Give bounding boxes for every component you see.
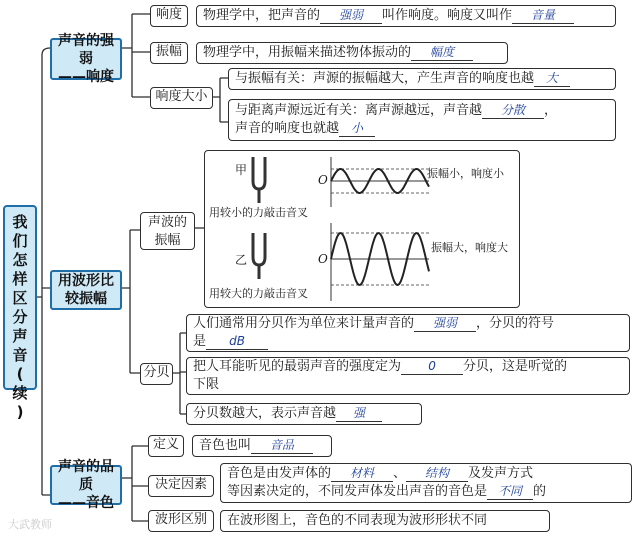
loudness-amplitude-relation	[228, 68, 616, 90]
watermark: 大武教师	[8, 518, 52, 531]
timbre-waveform-label: 波形区别	[148, 510, 214, 532]
text: 下限	[193, 377, 220, 392]
text: 音色也叫	[199, 438, 252, 453]
root-title-char: 分	[12, 308, 28, 326]
text: 分贝数越大，表示声音越	[193, 406, 337, 421]
answer-blank: 强	[336, 406, 382, 422]
text: ，分贝的符号	[476, 316, 555, 331]
root-title-char: 区	[12, 289, 28, 307]
loudness-definition	[196, 5, 616, 27]
loudness-label: 响度	[150, 5, 188, 27]
fork-a-note: 振幅小，响度小	[427, 167, 504, 180]
text: 在波形图上，音色的不同表现为波形形状不同	[227, 513, 488, 528]
decibel-loudness-relation	[186, 403, 422, 425]
amplitude-label: 振幅	[150, 42, 188, 64]
text: 分贝，这是听觉的	[463, 359, 568, 374]
sound-wave-amplitude-label: 声波的 振幅	[140, 212, 195, 250]
root-title-char: 声	[12, 327, 28, 345]
text: 物理学中，把声音的	[203, 8, 321, 23]
answer-blank: dB	[206, 334, 268, 350]
text: 音色是由发声体的	[227, 466, 332, 481]
loudness-section-header	[50, 33, 122, 85]
text: 物理学中，用振幅来描述物体振动的	[203, 45, 412, 60]
root-title-char: )	[16, 403, 24, 421]
root-title-char: 样	[12, 270, 28, 288]
answer-blank: 分散	[482, 103, 544, 119]
answer-blank: 强弱	[414, 316, 476, 332]
amplitude-definition	[196, 42, 508, 64]
answer-blank: 0	[401, 359, 463, 375]
text: 把人耳能听见的最弱声音的强度定为	[193, 359, 402, 374]
timbre-definition	[192, 435, 332, 457]
timbre-definition-label: 定义	[148, 435, 184, 457]
fork-b-name: 乙	[235, 253, 248, 267]
waveform-section-header	[50, 270, 122, 310]
answer-blank: 音量	[512, 8, 574, 24]
answer-blank: 幅度	[411, 45, 473, 61]
text: 叫作响度。响度又叫作	[382, 8, 513, 23]
text: ，	[544, 103, 558, 118]
origin-label: O	[318, 252, 328, 266]
root-title-char: 我	[12, 213, 28, 231]
fork-a-caption: 用较小的力敲击音叉	[209, 206, 308, 219]
text: 的	[533, 484, 547, 499]
timbre-subtitle: ——音色	[58, 495, 114, 511]
loudness-subtitle: ——响度	[58, 69, 114, 85]
tuning-fork-comparison	[204, 150, 520, 308]
text: 声音的响度也就越	[235, 121, 340, 136]
answer-blank: 结构	[406, 466, 468, 482]
small-amplitude-wave	[329, 155, 433, 211]
text: 与距离声源远近有关：离声源越远，声音越	[235, 103, 483, 118]
fork-a-name: 甲	[235, 163, 248, 177]
root-title-char: 怎	[12, 251, 28, 269]
root-title-char: 续	[12, 384, 28, 402]
answer-blank: 大	[534, 71, 570, 87]
loudness-size-label: 响度大小	[150, 87, 213, 109]
answer-blank: 强弱	[320, 8, 382, 24]
tuning-fork-icon	[249, 231, 269, 281]
decibel-label: 分贝	[140, 363, 173, 385]
answer-blank: 音品	[251, 438, 313, 454]
waveform-title: 用波形比	[58, 273, 114, 289]
loudness-distance-relation	[228, 99, 616, 141]
root-title-char: (	[16, 365, 24, 383]
large-amplitude-wave	[329, 221, 433, 305]
text: 与振幅有关：声源的振幅越大，产生声音的响度也越	[235, 71, 535, 86]
text: 及发声方式	[468, 466, 534, 481]
text: 、	[393, 466, 407, 481]
root-title-char: 音	[12, 346, 28, 364]
timbre-factor-label: 决定因素	[148, 475, 214, 497]
root-title-char: 们	[12, 232, 28, 250]
origin-label: O	[318, 173, 328, 187]
text: 等因素决定的，不同发声体发出声音的音色是	[227, 484, 488, 499]
hearing-threshold	[186, 357, 630, 395]
answer-blank: 材料	[331, 466, 393, 482]
timbre-factors	[220, 463, 632, 503]
answer-blank: 小	[339, 121, 375, 137]
fork-b-note: 振幅大，响度大	[431, 241, 508, 254]
root-title	[3, 205, 37, 421]
timbre-waveform-difference	[220, 510, 550, 532]
fork-b-caption: 用较大的力敲击音叉	[209, 287, 308, 300]
answer-blank: 不同	[487, 484, 533, 500]
text: 是	[193, 334, 207, 349]
waveform-subtitle: 较振幅	[65, 291, 107, 307]
decibel-definition	[186, 314, 630, 352]
tuning-fork-icon	[249, 155, 269, 205]
loudness-title: 声音的强弱	[58, 33, 114, 67]
timbre-section-header	[50, 459, 122, 511]
timbre-title: 声音的品质	[58, 459, 114, 493]
text: 人们通常用分贝作为单位来计量声音的	[193, 316, 415, 331]
